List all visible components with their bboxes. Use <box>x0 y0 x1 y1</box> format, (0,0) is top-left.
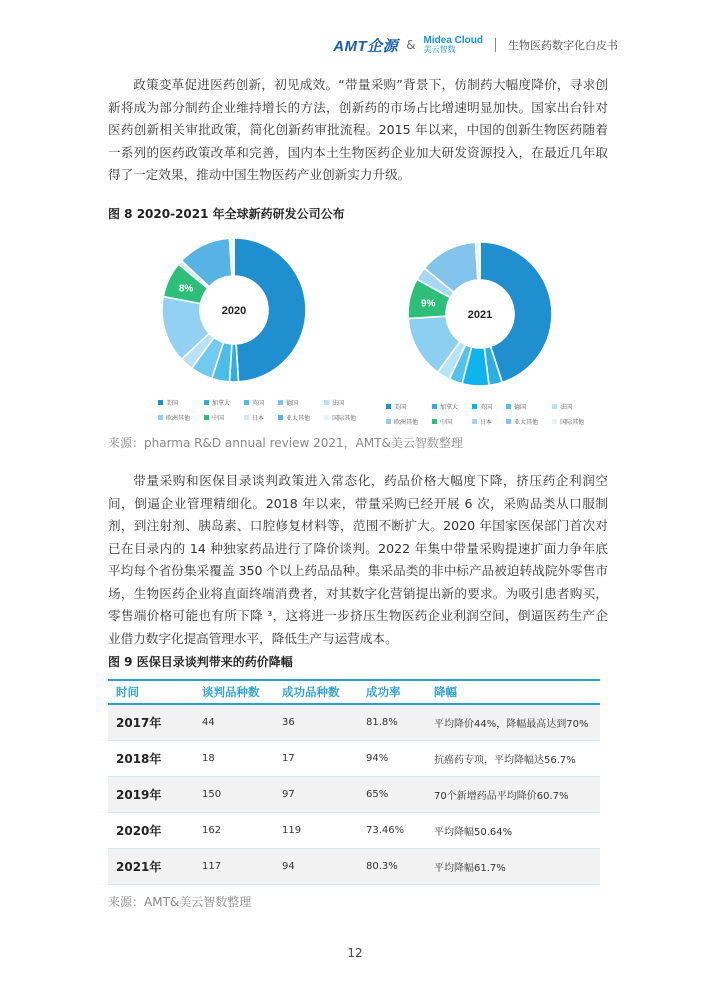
legend-item <box>472 417 492 426</box>
legend-swatch <box>386 404 391 409</box>
donut-center-label: 2021 <box>467 309 493 321</box>
cell-year: 2020年 <box>108 812 194 848</box>
legend-item <box>204 413 230 422</box>
header-reduction: 降幅 <box>434 685 457 699</box>
legend-swatch <box>386 419 391 424</box>
table-header-row <box>108 680 600 704</box>
legend-label: 英国 <box>480 404 493 411</box>
cell-reduction: 抗癌药专项，平均降幅达56.7% <box>426 740 600 776</box>
amt-logo: AMT企源 <box>333 37 399 55</box>
legend-label: 日本 <box>252 415 265 422</box>
paragraph-innovation: 政策变革促进医药创新，初见成效。“带量采购”背景下，仿制药大幅度降价，寻求创新将成为部分制药企业维持增长的方法，创新药的市场占比增速明显加快。国家出台针对医药创新相关审批政策，简化创新药审批流程。2015 年以来，中国的创新生物医药随着一系列的医药政策改革和完善，国内本土生物医药企业加大研发资源投入，在最近几年取得了一定效果，推动中国生物医药产业创新实力升级。 <box>108 77 608 182</box>
legend-item <box>552 417 584 426</box>
legend-swatch <box>552 419 557 424</box>
legend-label: 美国 <box>166 400 179 407</box>
legend-label: 中国 <box>212 415 225 422</box>
cell-rate: 81.8% <box>358 704 426 740</box>
figure-8-source: 来源：pharma R&D annual review 2021，AMT&美云智数整理 <box>108 436 463 450</box>
legend-label: 德国 <box>514 404 527 411</box>
logo-ampersand: & <box>406 38 416 52</box>
cell-negotiated: 44 <box>194 704 274 740</box>
legend-swatch <box>158 415 163 420</box>
figure-8-title: 图 8 2020-2021 年全球新药研发公司公布 <box>108 207 345 221</box>
legend-item <box>386 402 418 411</box>
page-header <box>333 34 618 56</box>
legend-item <box>506 402 538 411</box>
price-reduction-table <box>108 679 600 885</box>
legend-item <box>278 398 310 407</box>
legend-item <box>432 417 458 426</box>
header-negotiated: 谈判品种数 <box>202 685 260 699</box>
cell-negotiated: 117 <box>194 848 274 884</box>
table-row <box>108 740 600 776</box>
cell-rate: 94% <box>358 740 426 776</box>
legend-swatch <box>158 400 163 405</box>
legend-item <box>552 402 584 411</box>
legend-label: 美国 <box>394 404 407 411</box>
legend-swatch <box>278 415 283 420</box>
cell-rate: 65% <box>358 776 426 812</box>
legend-swatch <box>244 400 249 405</box>
cell-year: 2019年 <box>108 776 194 812</box>
legend-swatch <box>506 404 511 409</box>
legend-item <box>324 413 356 422</box>
header-divider <box>495 38 496 52</box>
cell-successful: 36 <box>274 704 358 740</box>
table-row <box>108 776 600 812</box>
legend-2020 <box>158 398 356 422</box>
legend-label: 欧洲其他 <box>166 415 191 422</box>
cell-reduction: 70个新增药品平均降价60.7% <box>426 776 600 812</box>
legend-label: 国际其他 <box>560 419 585 426</box>
legend-swatch <box>552 404 557 409</box>
document-title: 生物医药数字化白皮书 <box>508 39 618 52</box>
cell-year: 2018年 <box>108 740 194 776</box>
figure-9-source: 来源：AMT&美云智数整理 <box>108 895 252 909</box>
cell-year: 2021年 <box>108 848 194 884</box>
legend-label: 欧洲其他 <box>394 419 419 426</box>
table-row <box>108 812 600 848</box>
table-row <box>108 848 600 884</box>
cell-successful: 17 <box>274 740 358 776</box>
legend-label: 中国 <box>440 419 453 426</box>
table-row <box>108 704 600 740</box>
legend-item <box>204 398 230 407</box>
figure-9-title: 图 9 医保目录谈判带来的药价降幅 <box>108 655 293 669</box>
cell-negotiated: 18 <box>194 740 274 776</box>
page-number: 12 <box>347 946 363 960</box>
header-year: 时间 <box>116 685 139 699</box>
midea-logo-cn: 美云智数 <box>423 45 456 54</box>
legend-item <box>386 417 418 426</box>
legend-item <box>244 413 264 422</box>
cell-year: 2017年 <box>108 704 194 740</box>
legend-label: 日本 <box>480 419 493 426</box>
cell-reduction: 平均降幅61.7% <box>426 848 600 884</box>
legend-swatch <box>278 400 283 405</box>
donut-2020 <box>162 238 306 382</box>
cell-negotiated: 150 <box>194 776 274 812</box>
cell-successful: 119 <box>274 812 358 848</box>
midea-cloud-logo <box>424 36 483 54</box>
paragraph-procurement: 带量采购和医保目录谈判政策进入常态化，药品价格大幅度下降，挤压药企利润空间，倒逼企业管理精细化。2018 年以来，带量采购已经开展 6 次，采购品类从口服制剂，到注射剂、胰岛素、口腔修复材料等，范围不断扩大。2020 年国家医保部门首次对已在目录内的 14 种独家药品进行了降价谈判。2022 年集中带量采购提速扩面力争年底平均每个省份集采覆盖 350 个以上药品品种。集采品类的非中标产品被迫转战院外零售市场，生物医药企业将直面终端消费者，对其数字化营销提出新的要求。为吸引患者购买，零售端价格可能也有所下降 ³，这将进一步挤压生物医药企业利润空间，倒逼医药生产企业借力数字化提高管理水平，降低生产与运营成本。 <box>108 473 608 646</box>
legend-swatch <box>472 419 477 424</box>
legend-swatch <box>324 400 329 405</box>
legend-swatch <box>204 415 209 420</box>
legend-item <box>432 402 458 411</box>
cell-rate: 80.3% <box>358 848 426 884</box>
data-label-china: 9% <box>421 298 436 310</box>
legend-item <box>506 417 538 426</box>
legend-item <box>158 413 190 422</box>
legend-item <box>244 398 264 407</box>
cell-rate: 73.46% <box>358 812 426 848</box>
legend-item <box>278 413 310 422</box>
legend-2021 <box>386 402 584 426</box>
legend-swatch <box>204 400 209 405</box>
legend-label: 加拿大 <box>440 404 459 411</box>
donut-charts-svg <box>140 232 580 426</box>
legend-label: 法国 <box>560 404 573 411</box>
cell-successful: 97 <box>274 776 358 812</box>
legend-label: 德国 <box>286 400 299 407</box>
header-success-rate: 成功率 <box>366 685 401 699</box>
midea-logo-en: Midea Cloud <box>423 35 483 46</box>
legend-label: 亚太其他 <box>514 419 539 426</box>
legend-item <box>158 398 190 407</box>
donut-2021 <box>408 242 552 386</box>
legend-swatch <box>432 419 437 424</box>
legend-swatch <box>472 404 477 409</box>
legend-label: 亚太其他 <box>286 415 311 422</box>
legend-label: 英国 <box>252 400 265 407</box>
legend-item <box>472 402 492 411</box>
legend-swatch <box>324 415 329 420</box>
legend-swatch <box>506 419 511 424</box>
legend-item <box>324 398 356 407</box>
donut-center-label: 2020 <box>221 305 247 317</box>
legend-label: 加拿大 <box>212 400 231 407</box>
legend-label: 国际其他 <box>332 415 357 422</box>
legend-label: 法国 <box>332 400 345 407</box>
legend-swatch <box>244 415 249 420</box>
cell-successful: 94 <box>274 848 358 884</box>
data-label-china: 8% <box>178 283 194 295</box>
legend-swatch <box>432 404 437 409</box>
cell-negotiated: 162 <box>194 812 274 848</box>
cell-reduction: 平均降幅50.64% <box>426 812 600 848</box>
donut-charts <box>140 232 585 426</box>
cell-reduction: 平均降价44%，降幅最高达到70% <box>426 704 600 740</box>
header-successful: 成功品种数 <box>282 685 340 699</box>
